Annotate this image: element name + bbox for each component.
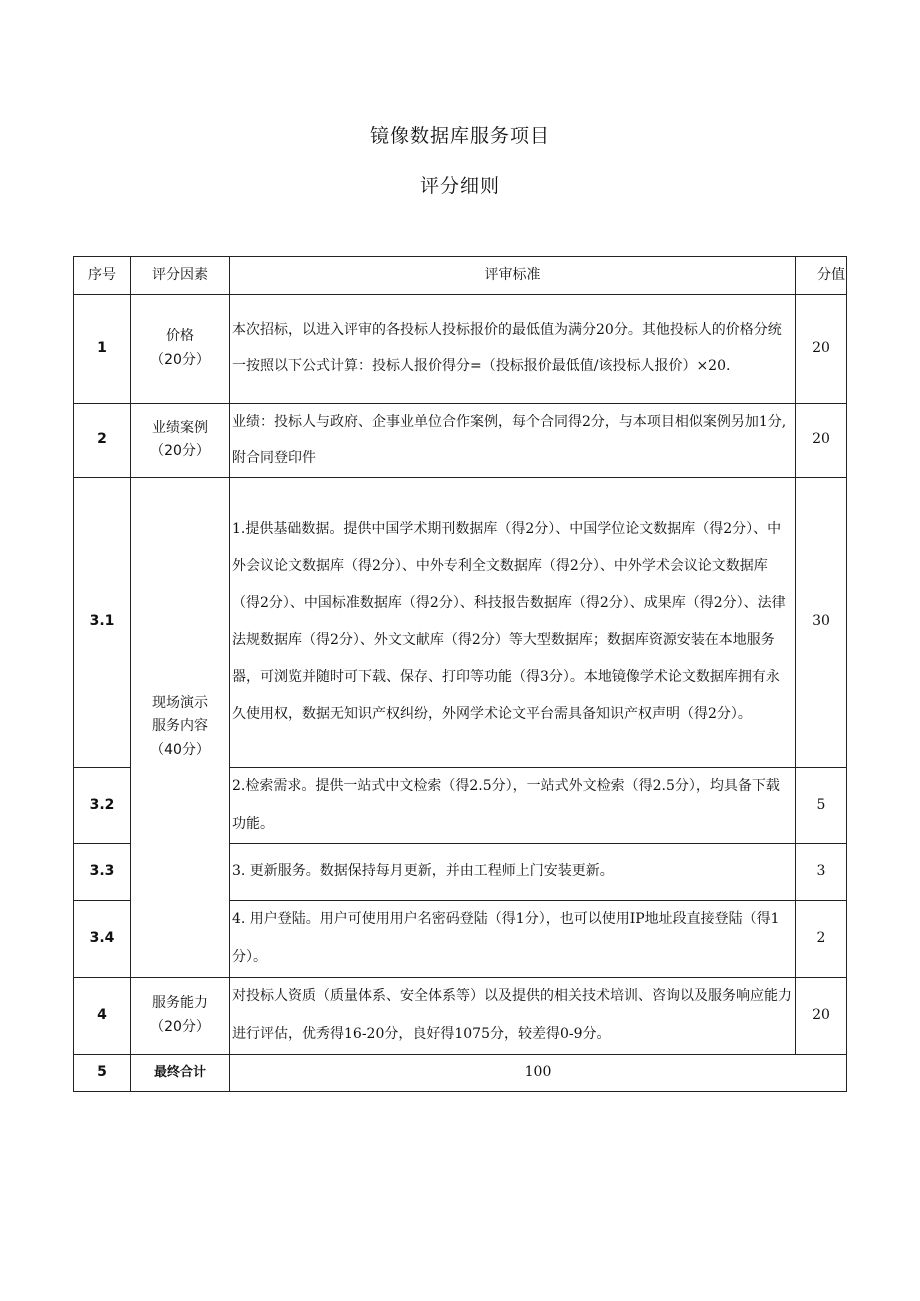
row-criteria: 2.检索需求。提供一站式中文检索（得2.5分），一站式外文检索（得2.5分），均具备下载功能。 <box>230 767 796 844</box>
row-score: 20 <box>796 295 847 404</box>
factor-points: （40分） <box>150 742 210 759</box>
row-score: 30 <box>796 477 847 767</box>
factor-label: 服务内容 <box>152 718 208 735</box>
row-criteria: 3. 更新服务。数据保持每月更新，并由工程师上门安装更新。 <box>230 844 796 901</box>
table-row-total <box>74 1054 847 1091</box>
row-no: 3.4 <box>74 901 131 978</box>
table-row <box>74 295 847 404</box>
factor-label: 价格 <box>166 328 194 345</box>
table-row <box>74 404 847 478</box>
row-criteria: 1.提供基础数据。提供中国学术期刊数据库（得2分）、中国学位论文数据库（得2分）、中外会议论文数据库（得2分）、中外专利全文数据库（得2分）、中外学术会议论文数据库（得2分）、中国标准数据库（得2分）、科技报告数据库（得2分）、成果库（得2分）、法律法规数据库（得2分）、外文文献库（得2分）等大型数据库；数据库资源安装在本地服务器，可浏览并随时可下载、保存、打印等功能（得3分）。本地镜像学术论文数据库拥有永久使用权，数据无知识产权纠纷，外网学术论文平台需具备知识产权声明（得2分）。 <box>230 477 796 767</box>
table-row <box>74 977 847 1054</box>
row-no: 3.2 <box>74 767 131 844</box>
document-title: 镜像数据库服务项目 <box>369 125 550 147</box>
row-score: 3 <box>796 844 847 901</box>
factor-label: 现场演示 <box>152 694 208 711</box>
table-row <box>74 477 847 767</box>
factor-points: （20分） <box>150 443 210 460</box>
total-label: 最终合计 <box>131 1054 230 1091</box>
row-factor <box>131 404 230 478</box>
header-no: 序号 <box>74 257 131 295</box>
row-no: 4 <box>74 977 131 1054</box>
row-score: 20 <box>796 404 847 478</box>
row-factor <box>131 295 230 404</box>
header-score: 分值 <box>796 257 847 295</box>
scoring-table <box>73 256 847 1092</box>
row-factor-group <box>131 477 230 977</box>
row-score: 5 <box>796 767 847 844</box>
row-score: 20 <box>796 977 847 1054</box>
table-header-row <box>74 257 847 295</box>
row-no: 3.3 <box>74 844 131 901</box>
row-criteria: 业绩：投标人与政府、企事业单位合作案例，每个合同得2分，与本项目相似案例另加1分,附合同登印件 <box>230 404 796 478</box>
row-criteria: 4. 用户登陆。用户可使用用户名密码登陆（得1分），也可以使用IP地址段直接登陆（得1分）。 <box>230 901 796 978</box>
row-criteria: 对投标人资质（质量体系、安全体系等）以及提供的相关技术培训、咨询以及服务响应能力进行评估，优秀得16-20分，良好得1075分，较差得0-9分。 <box>230 977 796 1054</box>
row-no: 5 <box>74 1054 131 1091</box>
header-criteria: 评审标准 <box>230 257 796 295</box>
row-no: 3.1 <box>74 477 131 767</box>
factor-label: 服务能力 <box>152 994 208 1011</box>
row-no: 2 <box>74 404 131 478</box>
factor-label: 业绩案例 <box>152 419 208 436</box>
factor-points: （20分） <box>150 352 210 368</box>
row-score: 2 <box>796 901 847 978</box>
row-factor <box>131 977 230 1054</box>
total-value: 100 <box>230 1054 847 1091</box>
row-criteria: 本次招标，以进入评审的各投标人投标报价的最低值为满分20分。其他投标人的价格分统一按照以下公式计算：投标人报价得分=（投标报价最低值/该投标人报价）×20. <box>230 295 796 404</box>
document-subtitle: 评分细则 <box>419 175 500 197</box>
row-no: 1 <box>74 295 131 404</box>
header-factor: 评分因素 <box>131 257 230 295</box>
factor-points: （20分） <box>150 1018 210 1035</box>
